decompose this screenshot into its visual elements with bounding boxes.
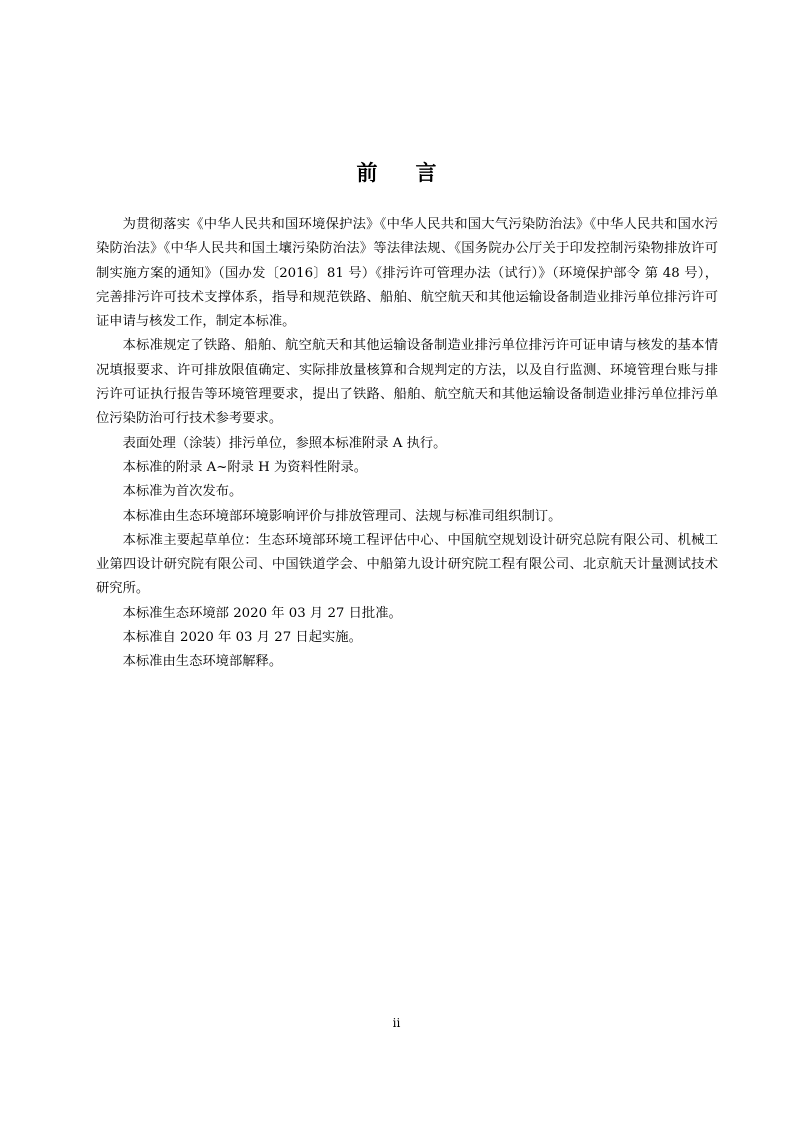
- paragraph-appendix-a: 表面处理（涂装）排污单位，参照本标准附录 A 执行。: [122, 435, 447, 451]
- paragraph-scope: 本标准规定了铁路、船舶、航空航天和其他运输设备制造业排污单位排污许可证申请与核发的基本情况填报要求、许可排放限值确定、实际排放量核算和合规判定的方法，以及自行监测、环境管理台账与排污许可证执行报告等环境管理要求，提出了铁路、船舶、航空航天和其他运输设备制造业排污单位排污单位污染防治可行技术参考要求。: [96, 338, 718, 427]
- preface-body: [96, 213, 718, 675]
- paragraph-organizer: 本标准由生态环境部环境影响评价与排放管理司、法规与标准司组织制订。: [122, 508, 562, 524]
- paragraph-effective-date: 本标准自 2020 年 03 月 27 日起实施。: [122, 630, 362, 646]
- page-title: [0, 160, 793, 186]
- paragraph-interpretation: 本标准由生态环境部解释。: [122, 654, 283, 670]
- title-char-1: 前: [356, 161, 378, 185]
- paragraph-drafting-units: 本标准主要起草单位：生态环境部环境工程评估中心、中国航空规划设计研究总院有限公司、机械工业第四设计研究院有限公司、中国铁道学会、中船第九设计研究院工程有限公司、北京航天计量测试技术研究所。: [96, 532, 718, 597]
- title-char-2: 言: [415, 161, 437, 185]
- paragraph-first-release: 本标准为首次发布。: [122, 484, 243, 500]
- page-number: ii: [392, 1016, 401, 1030]
- paragraph-approval-date: 本标准生态环境部 2020 年 03 月 27 日批准。: [122, 605, 402, 621]
- paragraph-appendix-list: 本标准的附录 A~附录 H 为资料性附录。: [122, 459, 368, 475]
- paragraph-purpose: 为贯彻落实《中华人民共和国环境保护法》《中华人民共和国大气污染防治法》《中华人民共和国水污染防治法》《中华人民共和国土壤污染防治法》等法律法规、《国务院办公厅关于印发控制污染物排放许可制实施方案的通知》（国办发〔2016〕81 号）《排污许可管理办法（试行）》（环境保护部令 第 48 号），完善排污许可技术支撑体系，指导和规范铁路、船舶、航空航天和其他运输设备制造业排污单位排污许可证申请与核发工作，制定本标准。: [96, 217, 718, 330]
